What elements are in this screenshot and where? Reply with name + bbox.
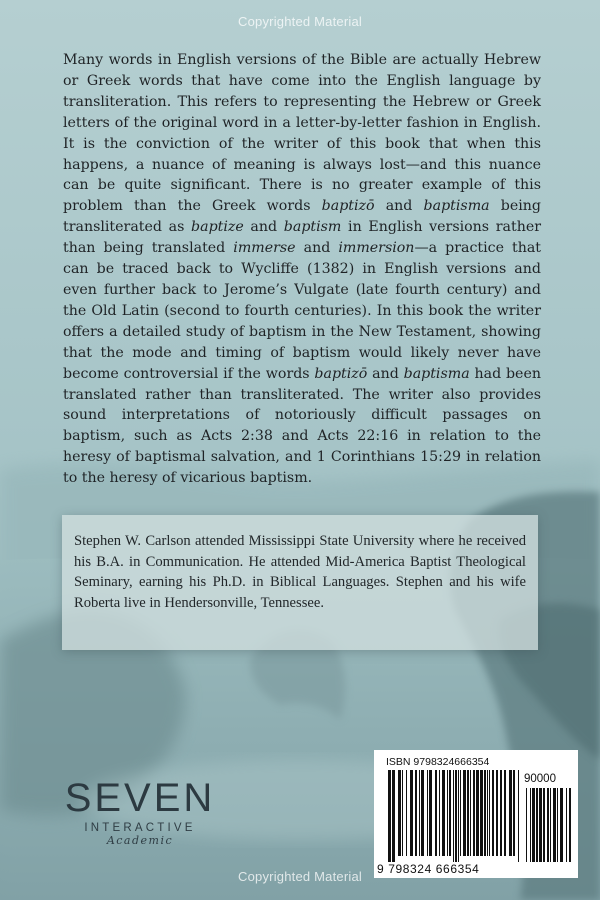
barcode-bar: [500, 770, 502, 856]
barcode-bar: [530, 788, 531, 862]
barcode-bar: [509, 770, 512, 856]
author-bio: Stephen W. Carlson attended Mississippi State University where he received his B.A. in Communication. He attended Mid-America Baptist Theological Seminary, earning his Ph.D. in Biblical Languages. Stephen and his wife Roberta live in Hendersonville, Tennessee.: [74, 533, 526, 611]
barcode-bar: [553, 788, 556, 862]
italic-term: baptism: [283, 219, 342, 236]
barcode-bar: [455, 770, 457, 862]
author-bio-box: [62, 515, 538, 650]
book-description: Many words in English versions of the Bible are actually Hebrew or Greek words that have come into the English language by transliteration. This refers to representing the Hebrew or Greek letters of the original word in a letter-by-letter fashion in English. It is the conviction of the writer of this book that when this happens, a nuance of meaning is always lost—and this nuance can be quite significant. There is no greater example of this problem than the Greek words baptizō and baptisma being transliterated as baptize and baptism in English versions rather than being translated immerse and immersion—a practice that can be traced back to Wycliffe (1382) in English versions and even further back to Jerome’s Vulgate (late fourth century) and the Old Latin (second to fourth centuries). In this book the writer offers a detailed study of baptism in the New Testament, showing that the mode and timing of baptism would likely never have become controversial if the words baptizō and baptisma had been translated rather than transliterated. The writer also provides sound interpretations of notoriously difficult passages on baptism, such as Acts 2:38 and Acts 22:16 in relation to the heresy of baptismal salvation, and 1 Corinthians 15:29 in relation to the heresy of vicarious baptism.: [63, 52, 542, 487]
barcode-bar: [421, 770, 424, 856]
barcode-bar: [442, 770, 445, 856]
barcode-bar: [460, 770, 461, 856]
barcode-bar: [569, 788, 571, 862]
barcode-bar: [439, 770, 440, 856]
barcode-bar: [526, 788, 527, 862]
barcode-bar: [536, 788, 538, 862]
barcode-bar: [543, 788, 545, 862]
barcode-bar: [547, 788, 549, 862]
barcode-bar: [429, 770, 432, 856]
italic-term: immerse: [233, 240, 296, 257]
italic-term: baptisma: [423, 198, 490, 215]
barcode-bar: [550, 788, 551, 862]
barcode-bar: [435, 770, 437, 856]
price-code: 90000: [524, 773, 556, 785]
isbn-digits: 9 798324 666354: [377, 862, 480, 876]
barcode-bar: [467, 770, 469, 856]
barcode-bar: [427, 770, 428, 856]
barcode-bar: [410, 770, 413, 856]
barcode-bar: [402, 770, 403, 856]
barcode-bar: [453, 770, 454, 862]
barcode-bar: [463, 770, 466, 856]
publisher-imprint: Academic: [106, 834, 174, 847]
barcode-bars: [374, 750, 578, 878]
barcode-bar: [532, 788, 535, 862]
barcode-bar: [513, 770, 515, 856]
publisher-name: SEVEN: [64, 776, 216, 820]
barcode-bar: [504, 770, 506, 856]
barcode-bar: [419, 770, 420, 856]
barcode-bar: [406, 770, 407, 856]
barcode-bar: [398, 770, 401, 856]
isbn-label: ISBN 9798324666354: [386, 756, 490, 768]
barcode-bar: [518, 770, 519, 862]
barcode-bar: [458, 770, 459, 862]
barcode-bar: [415, 770, 417, 856]
publisher-logo: [62, 776, 218, 847]
isbn-barcode: [374, 750, 578, 878]
barcode-bar: [560, 788, 563, 862]
publisher-subtitle: INTERACTIVE: [84, 822, 196, 834]
italic-term: baptisma: [403, 365, 470, 382]
copyright-watermark-bottom: Copyrighted Material: [238, 869, 362, 884]
barcode-bar: [557, 788, 558, 862]
copyright-watermark-top: Copyrighted Material: [238, 14, 362, 29]
barcode-bar: [492, 770, 494, 856]
italic-term: baptizō: [321, 198, 375, 215]
barcode-bar: [539, 788, 542, 862]
barcode-bar: [392, 770, 395, 862]
italic-term: baptize: [191, 219, 244, 236]
barcode-bar: [470, 770, 471, 856]
barcode-bar: [476, 770, 479, 856]
barcode-bar: [566, 788, 567, 862]
barcode-bar: [388, 770, 391, 862]
italic-term: immersion: [338, 240, 415, 257]
barcode-bar: [489, 770, 490, 856]
italic-term: baptizō: [314, 365, 368, 382]
barcode-bar: [447, 770, 448, 856]
barcode-bar: [496, 770, 498, 856]
barcode-bar: [449, 770, 451, 856]
barcode-bar: [473, 770, 475, 856]
barcode-bar: [484, 770, 486, 856]
barcode-bar: [480, 770, 483, 856]
barcode-bar: [487, 770, 488, 856]
